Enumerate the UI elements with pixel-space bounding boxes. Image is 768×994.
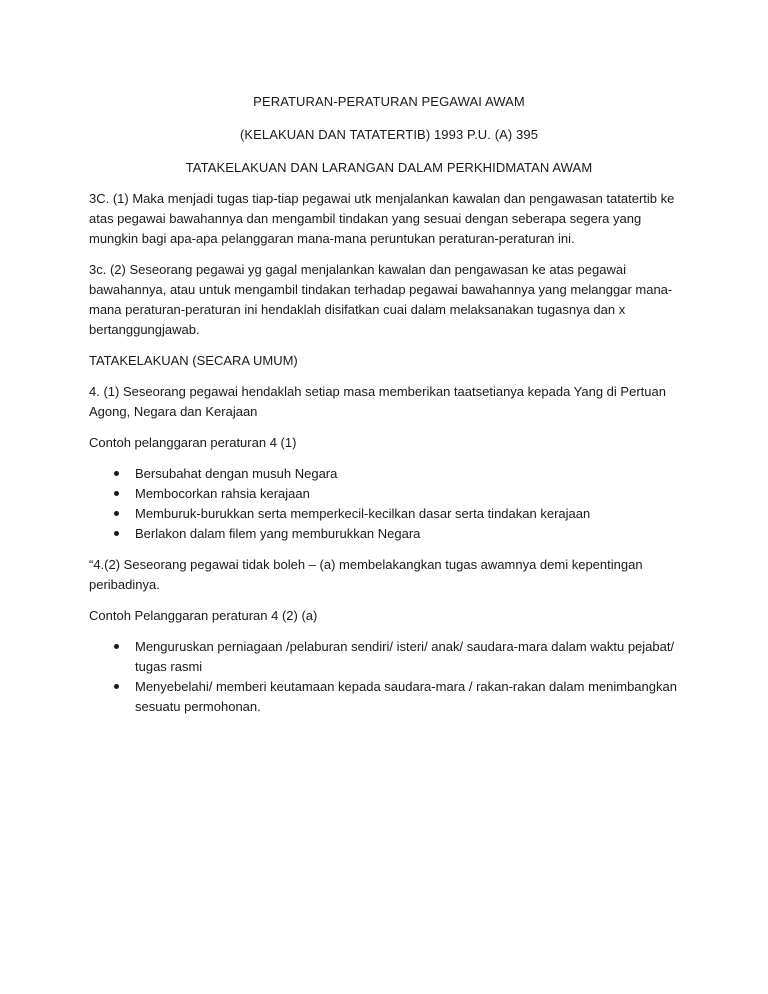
list-item-text: Bersubahat dengan musuh Negara (135, 466, 338, 481)
paragraph-4-1: 4. (1) Seseorang pegawai hendaklah setiap masa memberikan taatsetianya kepada Yang di Pertuan Agong, Negara dan Kerajaan (89, 384, 666, 419)
list-item-text: Membocorkan rahsia kerajaan (135, 486, 310, 501)
paragraph-3c-2: 3c. (2) Seseorang pegawai yg gagal menjalankan kawalan dan pengawasan ke atas pegawai bawahannya, atau untuk mengambil tindakan terhadap pegawai bawahannya yang melanggar mana-mana peraturan-peraturan ini hendaklah disifatkan cuai dalam melaksanakan tugasnya dan x bertanggungjawab. (89, 262, 673, 337)
list-item (89, 504, 689, 524)
bullet-icon (114, 531, 119, 536)
list-item-text: Memburuk-burukkan serta memperkecil-kecilkan dasar serta tindakan kerajaan (135, 506, 591, 521)
list-item (89, 524, 689, 544)
document-title-line-1: PERATURAN-PERATURAN PEGAWAI AWAM (253, 94, 525, 109)
list-item (89, 637, 689, 677)
example-heading-4-1: Contoh pelanggaran peraturan 4 (1) (89, 435, 297, 450)
list-item-text: Menyebelahi/ memberi keutamaan kepada saudara-mara / rakan-rakan dalam menimbangkan sesuatu permohonan. (135, 679, 677, 714)
list-item-text: Menguruskan perniagaan /pelaburan sendiri/ isteri/ anak/ saudara-mara dalam waktu pejabat/ tugas rasmi (135, 639, 675, 674)
section-heading-general: TATAKELAKUAN (SECARA UMUM) (89, 353, 298, 368)
document-title-line-3: TATAKELAKUAN DAN LARANGAN DALAM PERKHIDMATAN AWAM (185, 160, 593, 175)
list-item (89, 464, 689, 484)
paragraph-4-2: “4.(2) Seseorang pegawai tidak boleh – (a) membelakangkan tugas awamnya demi kepentingan peribadinya. (89, 557, 643, 592)
example-heading-4-2a: Contoh Pelanggaran peraturan 4 (2) (a) (89, 608, 318, 623)
example-list-4-1 (89, 464, 689, 544)
list-item (89, 484, 689, 504)
bullet-icon (114, 644, 119, 649)
bullet-icon (114, 684, 119, 689)
bullet-icon (114, 471, 119, 476)
paragraph-3c-1: 3C. (1) Maka menjadi tugas tiap-tiap pegawai utk menjalankan kawalan dan pengawasan tatatertib ke atas pegawai bawahannya dan mengambil tindakan yang sesuai dengan seberapa segera yang mungkin bagi apa-apa pelanggaran mana-mana peruntukan peraturan-peraturan ini. (89, 191, 675, 246)
document-body (89, 93, 689, 728)
bullet-icon (114, 511, 119, 516)
list-item-text: Berlakon dalam filem yang memburukkan Negara (135, 526, 421, 541)
bullet-icon (114, 491, 119, 496)
list-item (89, 677, 689, 717)
document-title-line-2: (KELAKUAN DAN TATATERTIB) 1993 P.U. (A) 395 (239, 127, 539, 142)
example-list-4-2a (89, 637, 689, 717)
